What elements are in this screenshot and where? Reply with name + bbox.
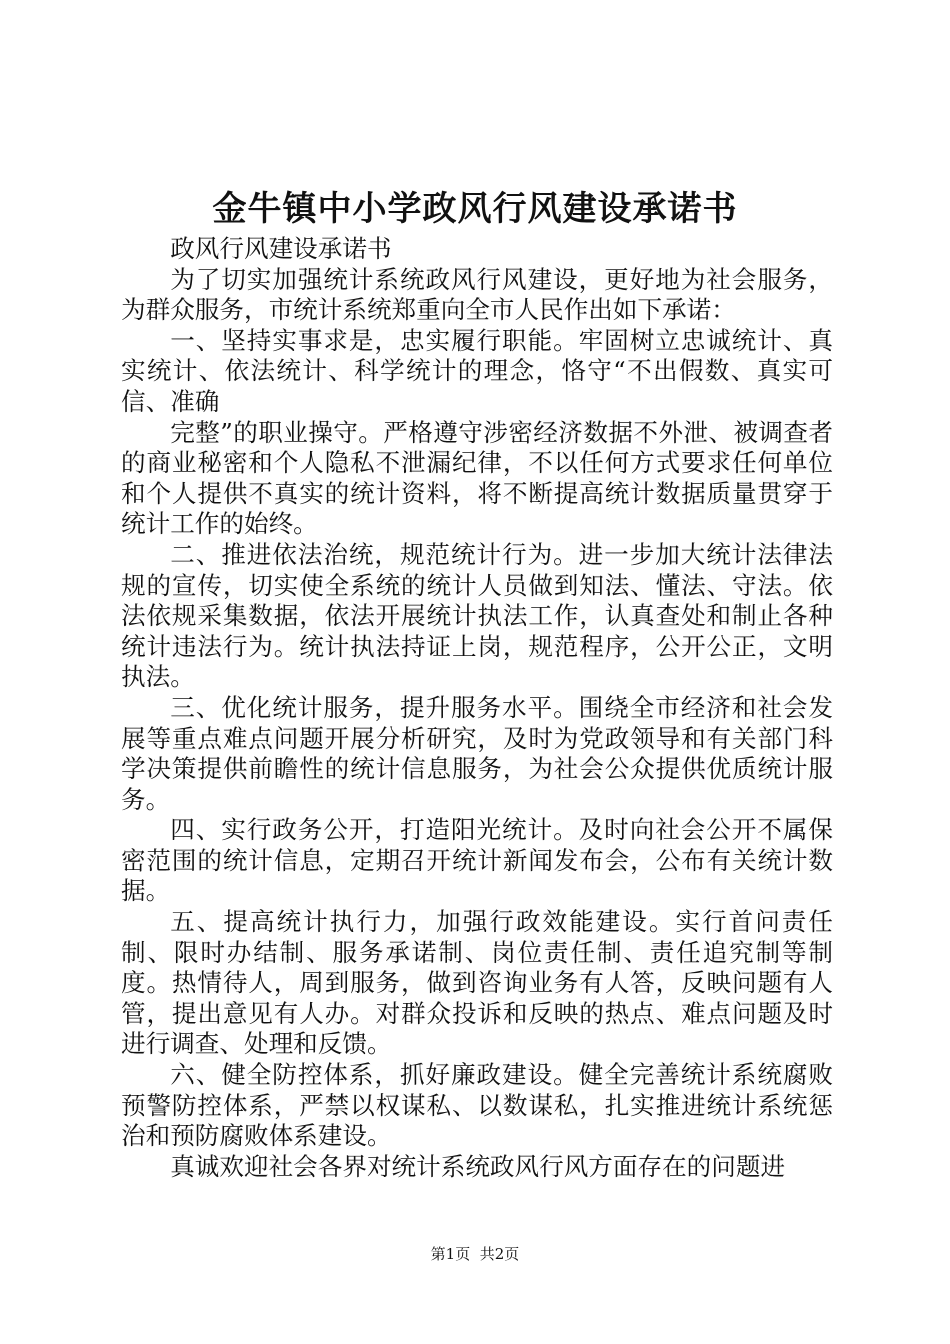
document-body — [121, 234, 833, 1182]
paragraph-intro: 为了切实加强统计系统政风行风建设，更好地为社会服务，为群众服务，市统计系统郑重向全市人民作出如下承诺： — [121, 264, 833, 325]
paragraph-closing: 真诚欢迎社会各界对统计系统政风行风方面存在的问题进 — [170, 1151, 786, 1181]
paragraph-subtitle: 政风行风建设承诺书 — [170, 234, 392, 263]
document-title: 金牛镇中小学政风行风建设承诺书 — [212, 189, 738, 229]
page-footer — [0, 1244, 950, 1264]
page-number-current: 第1页 — [430, 1245, 471, 1263]
paragraph-item-3: 三、优化统计服务，提升服务水平。围绕全市经济和社会发展等重点难点问题开展分析研究，及时为党政领导和有关部门科学决策提供前瞻性的统计信息服务，为社会公众提供优质统计服务。 — [121, 692, 833, 814]
page-number-total: 共2页 — [479, 1245, 520, 1263]
paragraph-item-4: 四、实行政务公开，打造阳光统计。及时向社会公开不属保密范围的统计信息，定期召开统计新闻发布会，公布有关统计数据。 — [121, 815, 833, 906]
paragraph-item-6: 六、健全防控体系，抓好廉政建设。健全完善统计系统腐败预警防控体系，严禁以权谋私、以数谋私，扎实推进统计系统惩治和预防腐败体系建设。 — [121, 1060, 833, 1151]
footer-separator — [470, 1245, 480, 1263]
paragraph-item-5: 五、提高统计执行力，加强行政效能建设。实行首问责任制、限时办结制、服务承诺制、岗位责任制、责任追究制等制度。热情待人，周到服务，做到咨询业务有人答，反映问题有人管，提出意见有人办。对群众投诉和反映的热点、难点问题及时进行调查、处理和反馈。 — [121, 907, 833, 1059]
paragraph-item-1-continued: 完整”的职业操守。严格遵守涉密经济数据不外泄、被调查者的商业秘密和个人隐私不泄漏纪律，不以任何方式要求任何单位和个人提供不真实的统计资料，将不断提高统计数据质量贯穿于统计工作的始终。 — [121, 417, 833, 539]
paragraph-item-2: 二、推进依法治统，规范统计行为。进一步加大统计法律法规的宣传，切实使全系统的统计人员做到知法、懂法、守法。依法依规采集数据，依法开展统计执法工作，认真查处和制止各种统计违法行为。统计执法持证上岗，规范程序，公开公正，文明执法。 — [121, 539, 833, 692]
paragraph-item-1: 一、坚持实事求是，忠实履行职能。牢固树立忠诚统计、真实统计、依法统计、科学统计的理念，恪守“不出假数、真实可信、准确 — [121, 325, 833, 416]
